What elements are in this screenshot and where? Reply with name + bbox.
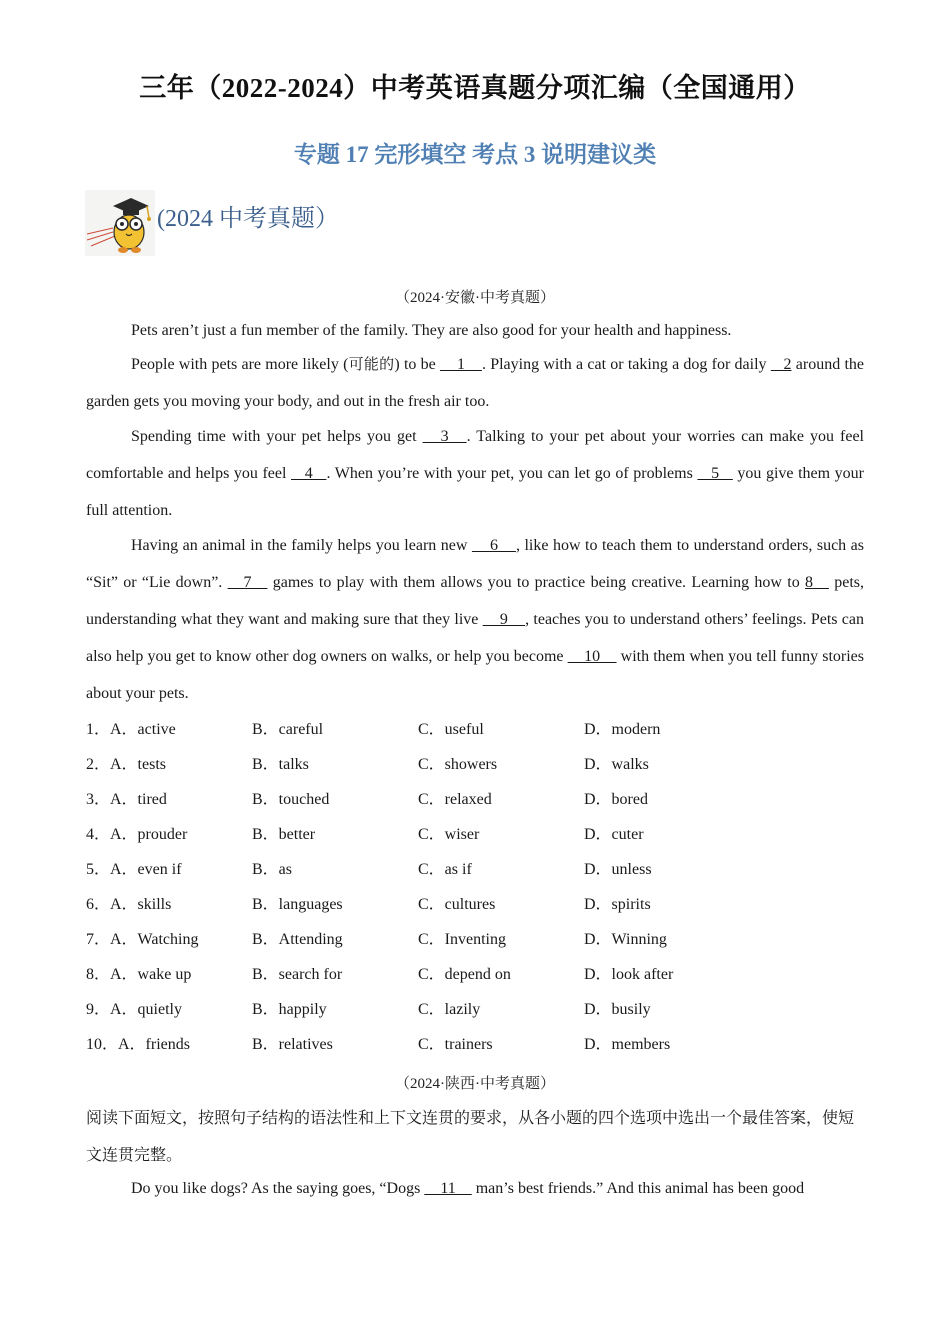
question-row (86, 957, 886, 992)
blank-3: 3 (422, 428, 467, 445)
option-d: D．walks (584, 756, 649, 773)
option-c: C．relaxed (418, 791, 492, 808)
owl-scholar-icon (85, 190, 155, 256)
blank-7: 7 (227, 574, 268, 591)
question-row (86, 922, 886, 957)
option-a: 3．A．tired (86, 791, 167, 808)
option-b: B．as (252, 861, 293, 878)
option-a: 1．A．active (86, 721, 176, 738)
paragraph-2: People with pets are more likely (可能的) to be 1 . Playing with a cat or taking a dog for daily 2 around the garden gets you moving your body, and out in the fresh air too. (86, 355, 864, 410)
option-d: D．modern (584, 721, 661, 738)
option-c: C．trainers (418, 1036, 493, 1053)
blank-9: 9 (482, 611, 526, 628)
blank-10: 10 (567, 648, 617, 665)
blank-6: 6 (471, 537, 516, 554)
option-b: B．happily (252, 1001, 327, 1018)
option-d: D．busily (584, 1001, 651, 1018)
option-c: C．depend on (418, 966, 511, 983)
option-b: B．languages (252, 896, 343, 913)
question-row (86, 712, 886, 747)
option-a: 7．A．Watching (86, 931, 199, 948)
topic-subtitle: 专题 17 完形填空 考点 3 说明建议类 (293, 142, 657, 167)
question-row (86, 817, 886, 852)
blank-1: 1 (440, 356, 482, 373)
question-row (86, 747, 886, 782)
option-d: D．look after (584, 966, 674, 983)
option-b: B．better (252, 826, 316, 843)
question-row (86, 887, 886, 922)
option-c: C．as if (418, 861, 472, 878)
option-c: C．useful (418, 721, 484, 738)
badge-label: (2024 中考真题） (157, 205, 339, 232)
option-c: C．Inventing (418, 931, 506, 948)
option-c: C．wiser (418, 826, 480, 843)
option-c: C．showers (418, 756, 498, 773)
option-a: 6．A．skills (86, 896, 172, 913)
paragraph-1: Pets aren’t just a fun member of the family. They are also good for your health and happiness. (131, 322, 732, 339)
source-label-anhui: （2024·安徽·中考真题） (395, 290, 555, 306)
option-a: 2．A．tests (86, 756, 167, 773)
question-row (86, 992, 886, 1027)
option-a: 8．A．wake up (86, 966, 192, 983)
section-badge (85, 190, 339, 256)
question-row (86, 1027, 886, 1062)
option-d: D．Winning (584, 931, 667, 948)
paragraph-3: Spending time with your pet helps you get 3 . Talking to your pet about your worries can make you feel comfortable and helps you feel 4 . When you’re with your pet, you can let go of problems 5 you give them your full attention. (86, 428, 865, 519)
paragraph-5: Do you like dogs? As the saying goes, “Dogs 11 man’s best friends.” And this animal has been good (131, 1180, 805, 1197)
option-c: C．lazily (418, 1001, 481, 1018)
blank-8: 8 (805, 574, 829, 591)
question-row (86, 852, 886, 887)
option-a: 4．A．prouder (86, 826, 188, 843)
blank-2: 2 (770, 356, 792, 373)
option-b: B．search for (252, 966, 343, 983)
instruction-text: 阅读下面短文，按照句子结构的语法性和上下文连贯的要求，从各小题的四个选项中选出一个最佳答案，使短文连贯完整。 (86, 1108, 855, 1164)
document-title: 三年（2022-2024）中考英语真题分项汇编（全国通用） (139, 73, 811, 103)
option-d: D．members (584, 1036, 671, 1053)
blank-4: 4 (291, 465, 327, 482)
option-a: 5．A．even if (86, 861, 182, 878)
option-b: B．talks (252, 756, 309, 773)
blank-11: 11 (424, 1180, 472, 1197)
option-d: D．bored (584, 791, 648, 808)
source-label-shaanxi: （2024·陕西·中考真题） (395, 1076, 555, 1092)
question-row (86, 782, 886, 817)
paragraph-4: Having an animal in the family helps you learn new 6 , like how to teach them to understand orders, such as “Sit” or “Lie down”. 7 games to play with them allows you to practice being creative. Learning how to 8 pets, understanding what they want and making sure that they live 9 , teaches you to understand others’ feelings. Pets can also help you get to know other dog owners on walks, or help you become 10 with them when you tell funny stories about your pets. (86, 537, 865, 702)
option-c: C．cultures (418, 896, 496, 913)
option-a: 9．A．quietly (86, 1001, 182, 1018)
option-b: B．touched (252, 791, 330, 808)
blank-5: 5 (697, 465, 733, 482)
option-d: D．cuter (584, 826, 644, 843)
answer-options (86, 712, 886, 1062)
option-b: B．careful (252, 721, 324, 738)
option-d: D．unless (584, 861, 652, 878)
option-b: B．relatives (252, 1036, 333, 1053)
option-d: D．spirits (584, 896, 651, 913)
option-a: 10．A．friends (86, 1036, 190, 1053)
option-b: B．Attending (252, 931, 343, 948)
